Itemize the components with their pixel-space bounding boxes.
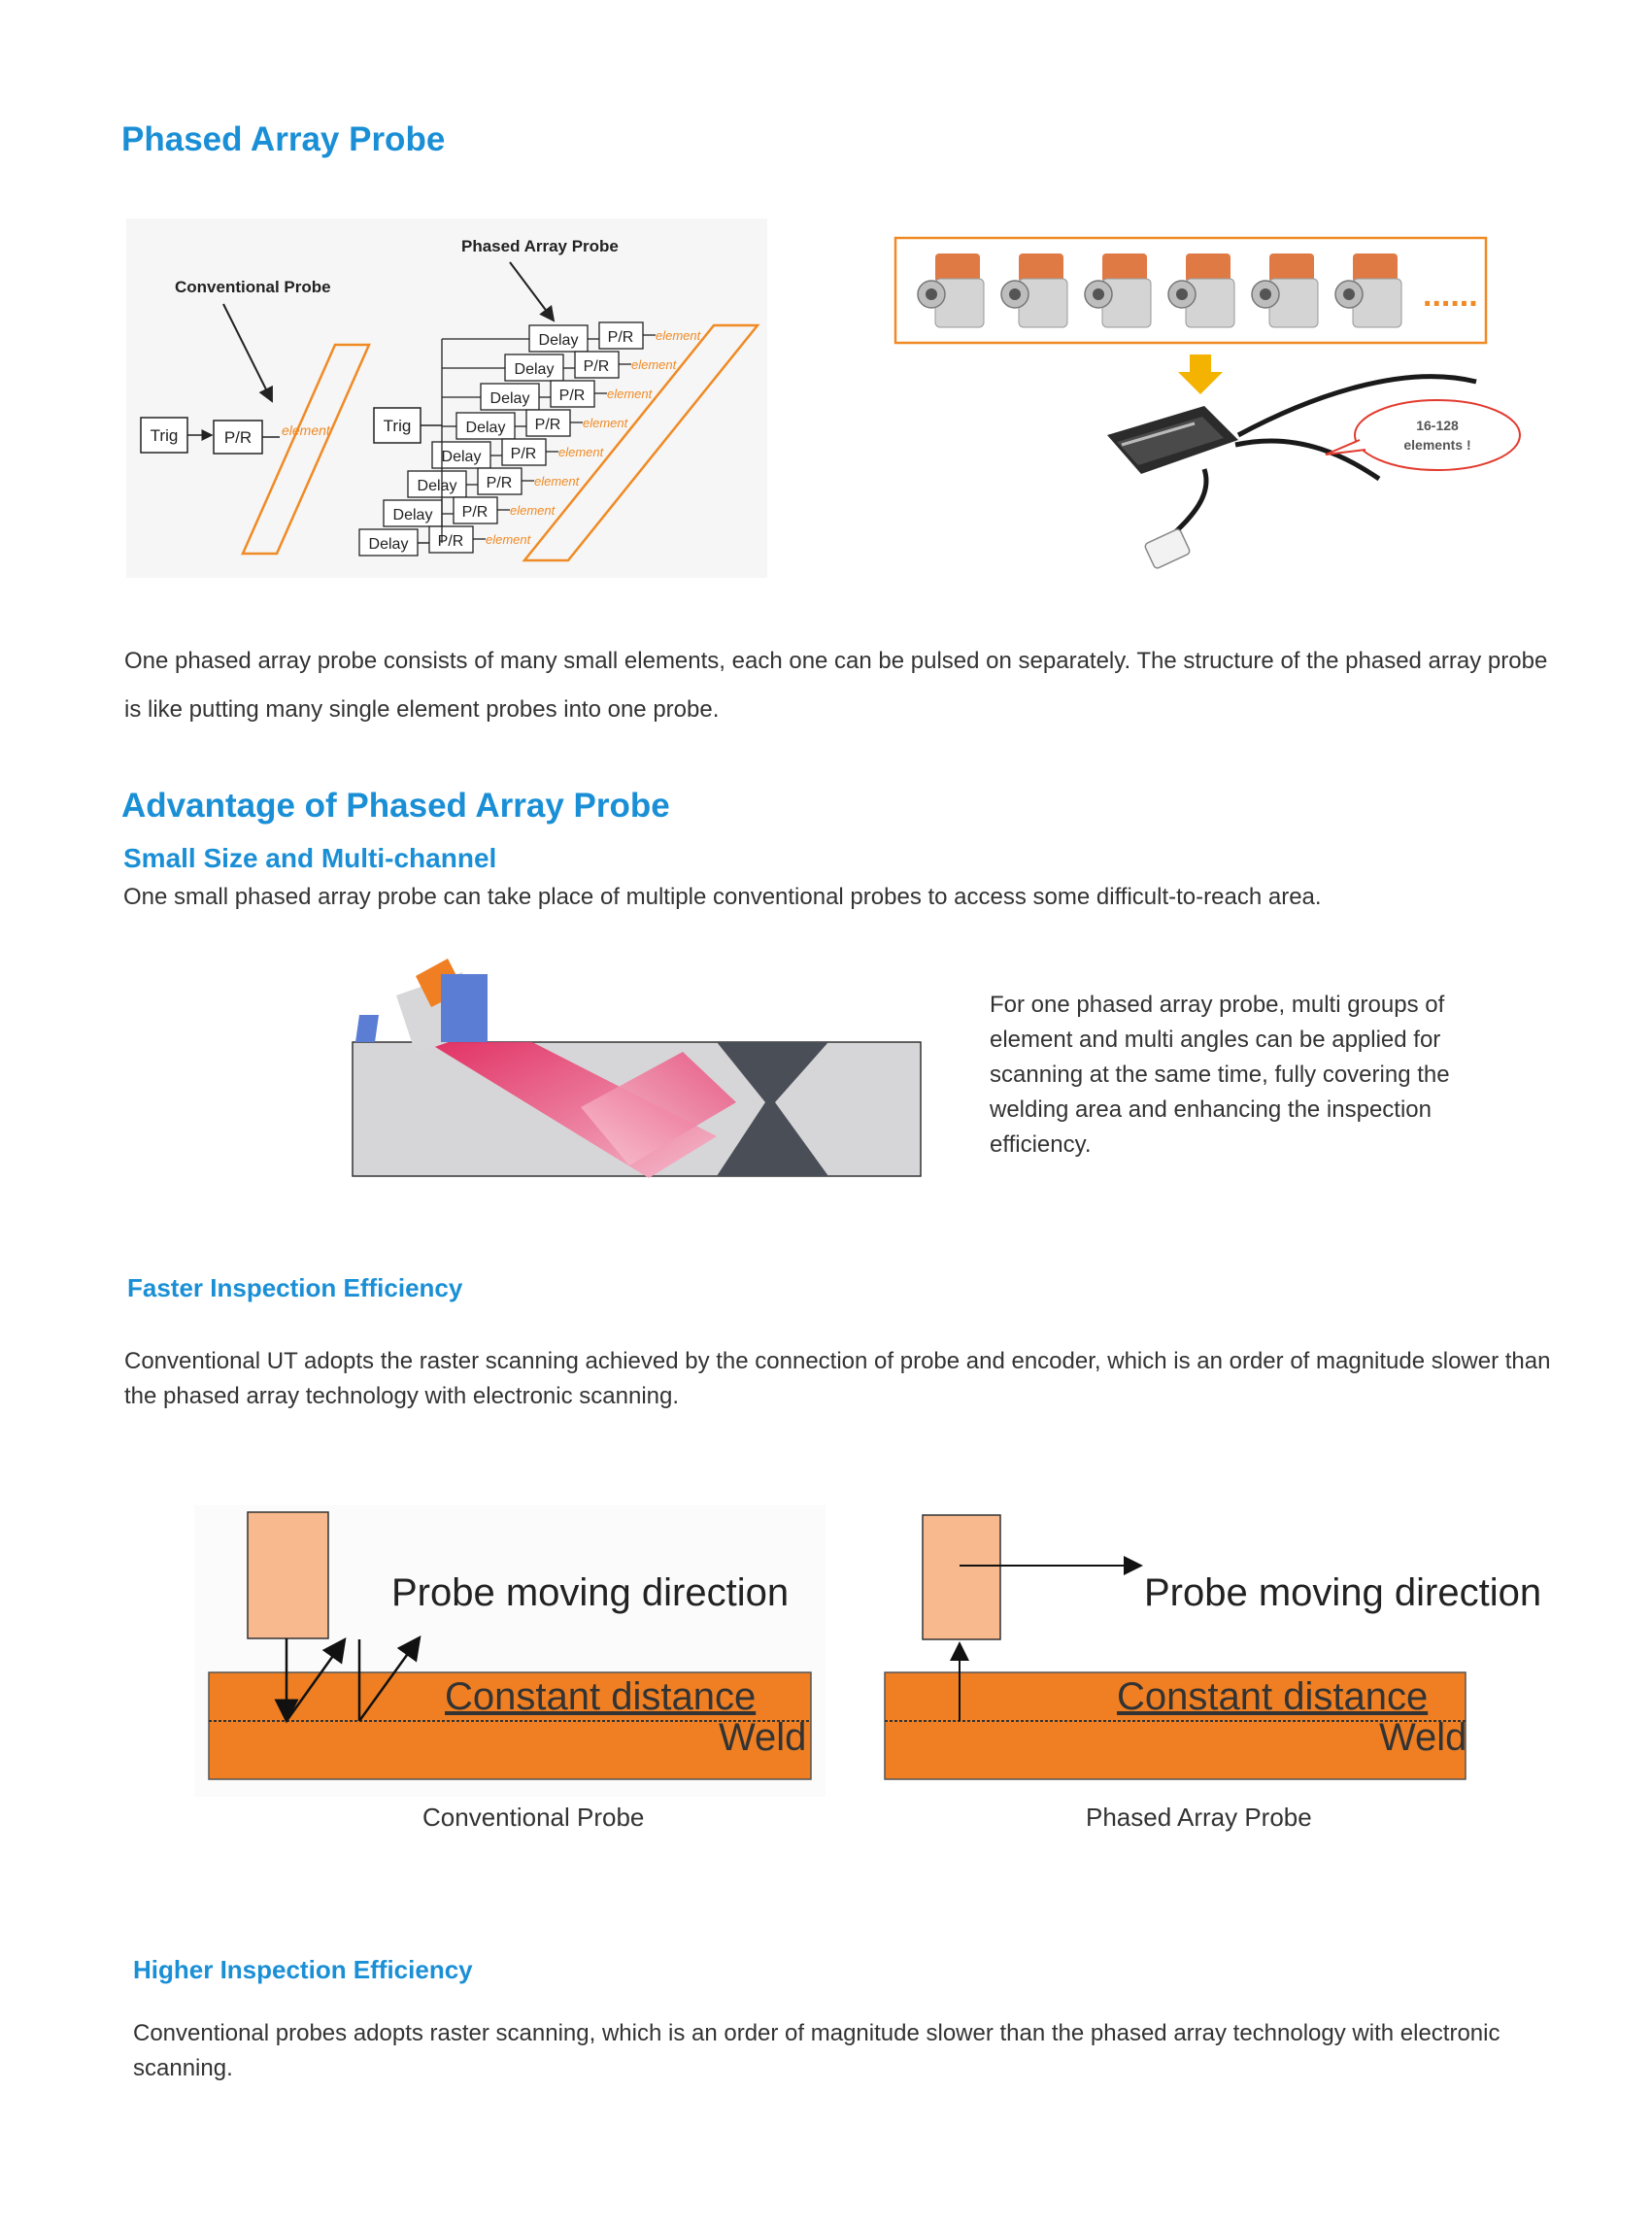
phased-array-probe-label: Phased Array Probe bbox=[461, 237, 619, 255]
weld-scan-illustration bbox=[338, 957, 921, 1195]
delay-label: Delay bbox=[392, 507, 433, 523]
element-label: element bbox=[558, 445, 604, 459]
delay-label: Delay bbox=[417, 478, 457, 494]
delay-label: Delay bbox=[368, 536, 409, 553]
conventional-scan-diagram bbox=[194, 1505, 826, 1797]
element-label: element bbox=[607, 387, 653, 401]
caption-phased-array: Phased Array Probe bbox=[1086, 1803, 1312, 1832]
pr-label: P/R bbox=[558, 388, 586, 404]
pr-label: P/R bbox=[461, 504, 489, 521]
delay-label: Delay bbox=[465, 420, 506, 436]
probe-moving-direction-left: Probe moving direction bbox=[391, 1571, 790, 1614]
multi-probe-illustration bbox=[893, 236, 1554, 586]
trig-box-conventional: Trig bbox=[150, 426, 179, 445]
phased-probe-block bbox=[923, 1515, 1000, 1639]
delay-label: Delay bbox=[538, 332, 579, 349]
pr-label: P/R bbox=[437, 533, 464, 550]
delay-label: Delay bbox=[489, 390, 530, 407]
element-label: element bbox=[486, 532, 531, 547]
conventional-probe-icon bbox=[441, 974, 488, 1042]
multi-group-side-text: For one phased array probe, multi groups of element and multi angles can be applied for scanning at the same time, fully covering the welding area and enhancing the inspection efficiency. bbox=[990, 992, 1450, 1158]
small-size-text: One small phased array probe can take place of multiple conventional probes to access some difficult-to-reach area. bbox=[123, 884, 1322, 910]
constant-distance-left: Constant distance bbox=[445, 1675, 757, 1718]
weld-label-right: Weld bbox=[1379, 1716, 1467, 1759]
probe-structure-diagram bbox=[126, 219, 767, 578]
svg-text:elements !: elements ! bbox=[1403, 437, 1471, 453]
delay-label: Delay bbox=[441, 449, 482, 465]
constant-distance-right: Constant distance bbox=[1117, 1675, 1429, 1718]
element-label: element bbox=[631, 357, 677, 372]
element-label: element bbox=[534, 474, 580, 489]
delay-label: Delay bbox=[514, 361, 555, 378]
caption-conventional: Conventional Probe bbox=[422, 1803, 645, 1832]
trig-box-phased: Trig bbox=[383, 417, 412, 435]
pr-label: P/R bbox=[607, 329, 634, 346]
probe-ellipsis: ...... bbox=[1423, 277, 1478, 314]
arrow-down-icon bbox=[1178, 354, 1223, 394]
elements-count-bubble bbox=[1326, 400, 1520, 470]
pr-label: P/R bbox=[486, 475, 513, 491]
higher-efficiency-text: Conventional probes adopts raster scanning, which is an order of magnitude slower than the phased array technology with electronic scanning. bbox=[133, 2020, 1500, 2081]
element-label-conventional: element bbox=[282, 422, 330, 438]
pr-label: P/R bbox=[534, 417, 561, 433]
weld-label-left: Weld bbox=[719, 1716, 807, 1759]
section-title-phased-array-probe: Phased Array Probe bbox=[121, 120, 446, 158]
faster-efficiency-text: Conventional UT adopts the raster scanning achieved by the connection of probe and encoder, which is an order of magnitude slower than the phased array technology with electronic scanning. bbox=[124, 1348, 1551, 1409]
section-title-advantage: Advantage of Phased Array Probe bbox=[121, 787, 670, 825]
section1-paragraph: One phased array probe consists of many small elements, each one can be pulsed on separately. The structure of the phased array probe is like putting many single element probes into one probe. bbox=[124, 648, 1548, 723]
pr-label: P/R bbox=[583, 358, 610, 375]
probe-moving-direction-right: Probe moving direction bbox=[1144, 1571, 1542, 1614]
svg-text:16-128: 16-128 bbox=[1416, 418, 1459, 433]
conventional-probe-block bbox=[248, 1512, 328, 1638]
pr-box-conventional: P/R bbox=[223, 428, 253, 447]
conventional-probe-label: Conventional Probe bbox=[175, 278, 331, 296]
element-label: element bbox=[583, 416, 628, 430]
element-label: element bbox=[656, 328, 701, 343]
subtitle-faster-efficiency: Faster Inspection Efficiency bbox=[127, 1273, 463, 1302]
element-label: element bbox=[510, 503, 556, 518]
subtitle-higher-efficiency: Higher Inspection Efficiency bbox=[133, 1955, 473, 1984]
subtitle-small-size: Small Size and Multi-channel bbox=[123, 843, 497, 873]
pr-label: P/R bbox=[510, 446, 537, 462]
phased-array-scan-diagram bbox=[874, 1505, 1542, 1797]
